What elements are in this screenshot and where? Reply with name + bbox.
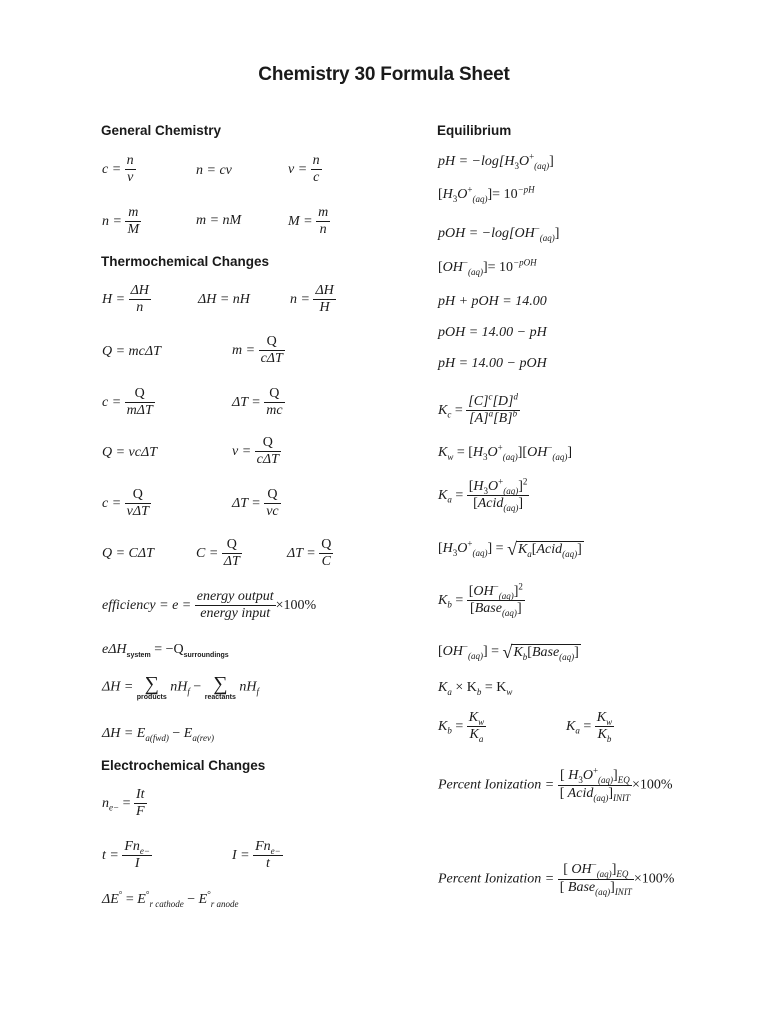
heading-general-chemistry: General Chemistry [101,123,222,138]
formula-c-n-over-v: c = $\frac{n}{v}$ [102,153,134,186]
formula-oh-sqrt: $[OH^-_{(aq)}]$ = $√K_b[Base_{(aq)}]$ [438,641,579,662]
formula-n-dH-over-H: n = $\frac{\Delta H}{H}$ [290,283,334,316]
page-title: Chemistry 30 Formula Sheet [258,64,510,85]
formula-m-Q-over-cdT: m = $\frac{Q}{\text{cΔT}}$ [232,334,283,367]
formula-pOH: pOH = $-\log[OH^-_{(aq)}]$ [438,223,560,243]
formula-H-dH-over-n: H = $\frac{\Delta H}{n}$ [102,283,149,316]
formula-ph-calc: pH = 14.00 − pOH [438,356,547,371]
formula-pH: pH = $-\log[H_3O^+_{(aq)}]$ [438,151,554,171]
formula-h3o-concentration: $[H_3O^+_{(aq)}]= 10^{-pH}$ [438,184,535,204]
heading-equilibrium: Equilibrium [437,123,512,138]
formula-ph-poh-sum: pH + pOH = 14.00 [438,294,547,309]
formula-dT-Q-over-vc: ΔT = $\frac{Q}{vc}$ [232,487,279,520]
formula-percent-ionization-acid: Percent Ionization = [ $H_3O^+_{(aq)}]_{EQ}$ [ $Acid_{(aq)}]_{INIT}$ ×100% [438,765,673,803]
formula-I-Fne-over-t: I = $\frac{Fn_{e-}}{t}$ [232,839,281,872]
heading-electrochemical-changes: Electrochemical Changes [101,758,266,773]
formula-n-m-over-M: n = $\frac{m}{M}$ [102,205,140,238]
formula-Ka-times-Kb: $K_a \times K_b = K_w$ [438,680,513,697]
formula-v-Q-over-cdT: v = $\frac{Q}{\text{cΔT}}$ [232,435,279,468]
formula-energy-balance: $e\Delta H_{system} = -Q_{surroundings}$ [102,642,229,659]
formula-oh-concentration: $[OH^-_{(aq)}]= 10^{-pOH}$ [438,257,537,277]
formula-n-cv: n = cv [196,163,232,178]
formula-m-nM: m = nM [196,213,242,228]
formula-c-Q-over-mdT: c = $\frac{Q}{\text{mΔT}}$ [102,386,153,419]
formula-efficiency: efficiency = e = $\frac{\text{energy output}}{\text{energy input}}$ ×100% [102,589,317,622]
formula-Ka: $K_a$ = $\frac{[H_3O^+_{(aq)}]^2}{[Acid_{(aq)}]}$ [438,476,528,513]
formula-C-Q-over-dT: C = $\frac{Q}{\Delta T}$ [196,537,240,570]
formula-c-Q-over-vdT: c = $\frac{Q}{\text{vΔT}}$ [102,487,149,520]
formula-h3o-sqrt: $[H_3O^+_{(aq)}]$ = $√K_a[Acid_{(aq)}]$ [438,538,582,559]
formula-poh-calc: pOH = 14.00 − pH [438,325,547,340]
heading-thermochemical-changes: Thermochemical Changes [101,254,270,269]
formula-dT-Q-over-mc: ΔT = $\frac{Q}{mc}$ [232,386,283,419]
formula-dE-cathode-anode: $\Delta E^\circ = E^\circ_{r cathode} - E^\circ_{r anode}$ [102,889,239,909]
formula-percent-ionization-base: Percent Ionization = [ $OH^-_{(aq)}]_{EQ}$ [ $Base_{(aq)}]_{INIT}$ ×100% [438,859,675,897]
formula-M-m-over-n: M = $\frac{m}{n}$ [288,205,329,238]
formula-v-n-over-c: v = $\frac{n}{c}$ [288,153,320,186]
formula-Kc: $K_c$ = $\frac{[C]^c[D]^d}{[A]^a[B]^b}$ [438,391,518,427]
formula-dH-nH: ΔH = nH [198,292,250,307]
formula-dT-Q-over-C: ΔT = $\frac{Q}{C}$ [287,537,332,570]
formula-Q-mcdT: Q = mcΔT [102,344,161,359]
formula-Kb-Kw-over-Ka: $K_b$ = $\frac{K_w}{K_a}$ [438,710,485,744]
formula-Q-CdT: Q = CΔT [102,546,154,561]
formula-Kw: $K_w = [H_3O^+_{(aq)}][OH^-_{(aq)}]$ [438,442,573,462]
formula-Q-vcdT: Q = vcΔT [102,445,157,460]
formula-dH-activation-energies: $\Delta H = E_{a(fwd)} - E_{a(rev)}$ [102,726,214,743]
formula-Ka-Kw-over-Kb: $K_a$ = $\frac{K_w}{K_b}$ [566,710,613,744]
formula-dH-sum-products-reactants: ΔH = ∑ products $nH_f$ − ∑ reactants $nH_f$ [102,673,260,701]
formula-t-Fne-over-I: t = $\frac{Fn_{e-}}{I}$ [102,839,150,872]
formula-Kb: $K_b$ = $\frac{[OH^-_{(aq)}]^2}{[Base_{(aq)}]}$ [438,581,523,618]
formula-ne-It-over-F: $n_{e-}$ = $\frac{It}{F}$ [102,787,145,820]
